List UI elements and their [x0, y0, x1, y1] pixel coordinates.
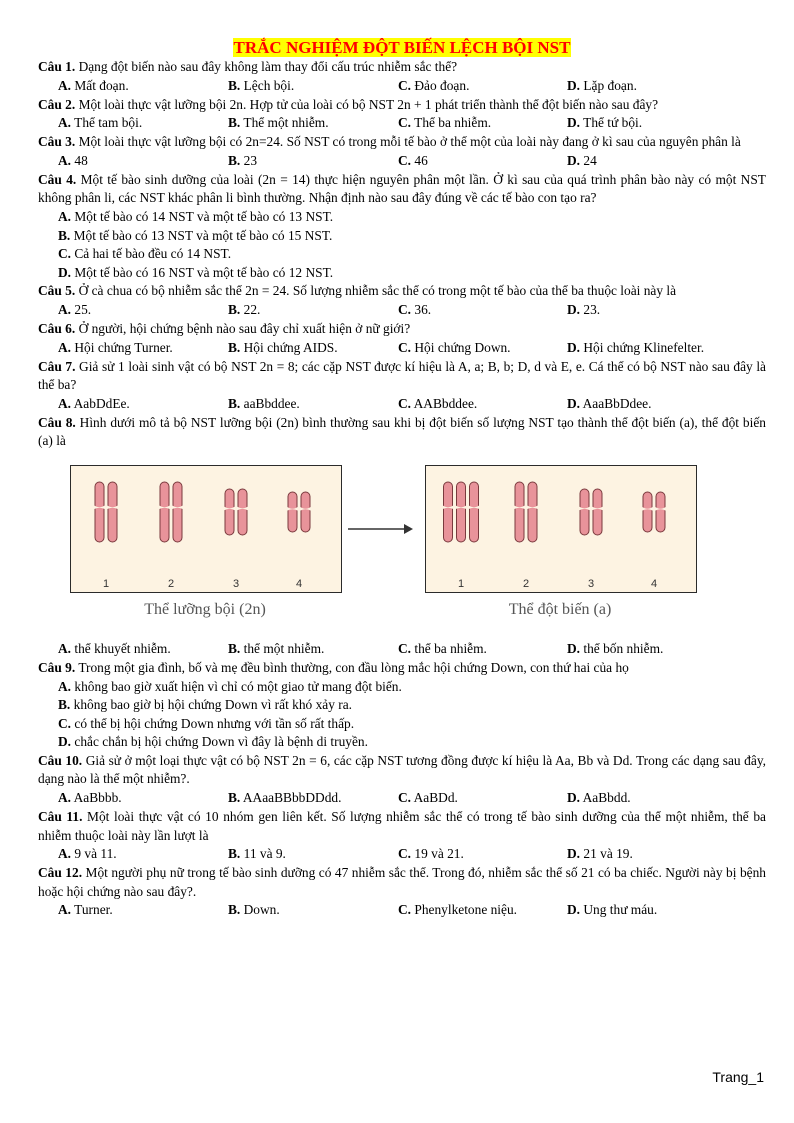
chromatid — [457, 482, 466, 542]
question-number: Câu 5. — [38, 283, 76, 299]
option-key: D. — [567, 902, 581, 918]
chromatid — [528, 482, 537, 542]
options-row — [58, 339, 766, 358]
chromatid — [470, 482, 479, 542]
question-text: Dạng đột biến nào sau đây không làm thay đổi cấu trúc nhiễm sắc thể? — [75, 59, 458, 74]
option-a — [58, 789, 122, 808]
chromosome — [443, 482, 454, 542]
option-d — [567, 77, 637, 96]
option-text: Hội chứng AIDS. — [240, 339, 338, 355]
option-key: B. — [228, 790, 241, 806]
option-text: Lệch bội. — [240, 77, 295, 93]
question-number: Câu 11. — [38, 809, 83, 825]
option-text: 22. — [240, 301, 261, 317]
option-b — [228, 152, 257, 171]
option-key: B. — [228, 846, 241, 862]
options-row — [58, 152, 766, 171]
option-key: C. — [398, 115, 412, 131]
option-key: C. — [398, 152, 412, 168]
option-text: AaaBbDdee. — [580, 395, 652, 411]
chromosome — [300, 492, 311, 532]
question-stem — [38, 414, 766, 451]
option-c — [58, 716, 354, 731]
question-stem — [38, 659, 766, 678]
options-row — [58, 114, 766, 133]
option-key: A. — [58, 208, 72, 224]
option-key: D. — [567, 790, 581, 806]
chromosome-pair-number: 3 — [588, 577, 595, 590]
option-key: A. — [58, 395, 72, 411]
option-text: AAaaBBbbDDdd. — [240, 790, 342, 806]
question-stem — [38, 320, 766, 339]
option-text: thể một nhiễm. — [240, 640, 325, 656]
chromatid — [515, 482, 524, 542]
option-text: Hội chứng Turner. — [71, 339, 173, 355]
chromosome — [287, 492, 298, 532]
chromosome-pair-number: 4 — [296, 577, 303, 590]
chromosome — [655, 492, 666, 532]
chromatid — [656, 492, 665, 532]
question-text: Giả sử ở một loại thực vật có bộ NST 2n = 6, các cặp NST tương đồng được kí hiệu là Aa, Bb và Dd. Trong các dạng sau đây, dạng nào là thể một nhiễm?. — [38, 752, 766, 787]
option-key: B. — [228, 395, 241, 411]
question-number: Câu 7. — [38, 358, 76, 374]
option-key: C. — [58, 246, 72, 262]
option-a — [58, 209, 333, 224]
option-text: Hội chứng Down. — [411, 339, 511, 355]
option-c — [398, 640, 487, 659]
worksheet — [38, 38, 766, 920]
question-stem — [38, 96, 766, 115]
option-d — [567, 339, 704, 358]
option-key: C. — [398, 77, 412, 93]
option-key: D. — [58, 734, 72, 750]
option-c — [398, 77, 469, 96]
question-text: Một tế bào sinh dưỡng của loài (2n = 14) thực hiện nguyên phân một lần. Ở kì sau của quá trình phân bào này có một NST không phân li, các NST khác phân li bình thường. Nhận định nào sau đây đúng về các tế bào con tạo ra? — [38, 171, 766, 206]
option-line — [58, 227, 766, 246]
chromatid — [580, 489, 589, 535]
chromatid — [173, 482, 182, 542]
option-b — [58, 228, 332, 243]
option-b — [228, 77, 294, 96]
option-key: D. — [567, 77, 581, 93]
option-a — [58, 395, 130, 414]
option-a — [58, 152, 88, 171]
option-d — [567, 845, 633, 864]
question-number: Câu 12. — [38, 865, 83, 881]
question-stem — [38, 808, 766, 845]
question-stem — [38, 358, 766, 395]
option-b — [58, 697, 352, 712]
option-key: C. — [398, 395, 412, 411]
question-stem — [38, 133, 766, 152]
option-text: 9 và 11. — [71, 846, 117, 862]
option-b — [228, 301, 260, 320]
option-key: B. — [228, 640, 241, 656]
chromatid — [593, 489, 602, 535]
option-text: thể ba nhiễm. — [411, 640, 487, 656]
option-text: 23. — [580, 301, 601, 317]
option-key: A. — [58, 115, 72, 131]
option-text: 48 — [71, 152, 88, 168]
chromosome — [237, 489, 248, 535]
option-key: B. — [228, 339, 241, 355]
page-title: TRẮC NGHIỆM ĐỘT BIẾN LỆCH BỘI NST — [233, 38, 571, 57]
option-text: Một tế bào có 13 NST và một tế bào có 15 NST. — [70, 227, 333, 243]
option-text: 21 và 19. — [580, 846, 633, 862]
option-c — [58, 246, 231, 261]
chromatid — [108, 482, 117, 542]
option-line — [58, 696, 766, 715]
option-key: A. — [58, 301, 72, 317]
question-text: Ở người, hội chứng bệnh nào sau đây chỉ xuất hiện ở nữ giới? — [75, 320, 411, 336]
page-number: Trang_1 — [712, 1069, 764, 1085]
option-text: Thể một nhiễm. — [240, 115, 329, 131]
chromosome — [224, 489, 235, 535]
chromosome-pair-number: 1 — [458, 577, 465, 590]
chromosome — [159, 482, 170, 542]
question-text: Giả sử 1 loài sinh vật có bộ NST 2n = 8; các cặp NST được kí hiệu là A, a; B, b; D, d và E, e. Cá thể có bộ NST nào sau đây là thể ba? — [38, 358, 766, 393]
question-text: Một loài thực vật lưỡng bội có 2n=24. Số NST có trong mỗi tế bào ở thể một của loài này đang ở kì sau của nguyên phân là — [75, 134, 741, 150]
question-number: Câu 3. — [38, 134, 76, 150]
chromatid — [238, 489, 247, 535]
option-text: 24 — [580, 152, 597, 168]
option-a — [58, 845, 117, 864]
chromosome-figure — [38, 455, 766, 640]
option-d — [567, 789, 631, 808]
chromatid — [643, 492, 652, 532]
option-line — [58, 715, 766, 734]
option-b — [228, 789, 341, 808]
option-d — [58, 734, 368, 749]
options-row — [58, 845, 766, 864]
option-text: 19 và 21. — [411, 846, 464, 862]
option-key: D. — [567, 115, 581, 131]
option-key: A. — [58, 678, 72, 694]
question-stem — [38, 752, 766, 789]
option-d — [567, 640, 663, 659]
option-a — [58, 640, 171, 659]
option-key: A. — [58, 339, 72, 355]
options-row — [58, 77, 766, 96]
chromosome-pair-number: 4 — [651, 577, 658, 590]
question-text: Một loài thực vật có 10 nhóm gen liên kết. Số lượng nhiễm sắc thể có trong tế bào sinh dưỡng của thể một nhiễm, thể ba nhiễm thuộc loài này lần lượt là — [38, 809, 766, 843]
option-line — [58, 245, 766, 264]
chromatid — [444, 482, 453, 542]
option-key: A. — [58, 640, 72, 656]
option-key: C. — [398, 640, 412, 656]
option-key: C. — [398, 301, 412, 317]
option-text: Một tế bào có 14 NST và một tế bào có 13 NST. — [71, 208, 334, 224]
option-a — [58, 77, 129, 96]
option-d — [567, 301, 600, 320]
option-text: Một tế bào có 16 NST và một tế bào có 12 NST. — [71, 264, 334, 280]
options-row — [58, 789, 766, 808]
question-text: Ở cà chua có bộ nhiễm sắc thể 2n = 24. Số lượng nhiễm sắc thể có trong một tế bào của thể ba thuộc loài này là — [75, 283, 677, 299]
option-text: 36. — [411, 301, 432, 317]
option-text: AaBbdd. — [580, 790, 631, 806]
option-key: D. — [567, 339, 581, 355]
option-key: B. — [228, 152, 241, 168]
chromosome — [527, 482, 538, 542]
option-text: 25. — [71, 301, 92, 317]
option-key: B. — [228, 301, 241, 317]
question-number: Câu 2. — [38, 96, 76, 112]
mutant-chromosomes — [426, 474, 696, 574]
chromosome — [469, 482, 480, 542]
option-a — [58, 679, 402, 694]
option-b — [228, 339, 338, 358]
option-text: thể bốn nhiễm. — [580, 640, 664, 656]
chromosome — [107, 482, 118, 542]
chromosome — [642, 492, 653, 532]
chromosome — [456, 482, 467, 542]
option-text: Phenylketone niệu. — [411, 902, 518, 918]
question-number: Câu 10. — [38, 752, 83, 768]
option-key: C. — [398, 902, 412, 918]
option-key: B. — [58, 697, 71, 713]
option-key: D. — [567, 395, 581, 411]
option-text: AabDdEe. — [71, 395, 130, 411]
option-text: aaBbddee. — [240, 395, 300, 411]
chromatid — [288, 492, 297, 532]
question-text: Trong một gia đình, bố và mẹ đều bình thường, con đầu lòng mắc hội chứng Down, con thứ hai của họ — [75, 659, 629, 675]
option-b — [228, 114, 329, 133]
option-d — [567, 395, 651, 414]
option-text: Turner. — [71, 902, 113, 918]
question-stem — [38, 864, 766, 901]
option-key: B. — [228, 115, 241, 131]
chromatid — [225, 489, 234, 535]
option-key: B. — [228, 77, 241, 93]
options-row — [58, 301, 766, 320]
options-row — [58, 395, 766, 414]
option-text: Thể ba nhiễm. — [411, 115, 492, 131]
chromosome — [172, 482, 183, 542]
option-text: AABbddee. — [411, 395, 478, 411]
question-text: Một loài thực vật lưỡng bội 2n. Hợp tử của loài có bộ NST 2n + 1 phát triển thành thể đột biến nào sau đây? — [75, 96, 659, 112]
chromosome — [94, 482, 105, 542]
option-text: 46 — [411, 152, 428, 168]
option-line — [58, 208, 766, 227]
option-text: Mất đoạn. — [71, 77, 129, 93]
option-d — [567, 114, 642, 133]
option-key: B. — [58, 227, 71, 243]
option-a — [58, 339, 173, 358]
option-line — [58, 733, 766, 752]
option-text: Cả hai tế bào đều có 14 NST. — [71, 246, 232, 262]
chromosome-pair-number: 2 — [168, 577, 175, 590]
chromosome-pair-number: 2 — [523, 577, 530, 590]
chromatid — [160, 482, 169, 542]
option-b — [228, 901, 280, 920]
diploid-chromosomes — [71, 474, 341, 574]
option-d — [58, 265, 333, 280]
option-text: không bao giờ xuất hiện vì chỉ có một giao tử mang đột biến. — [71, 678, 402, 694]
option-key: C. — [398, 339, 412, 355]
diploid-panel — [70, 465, 342, 593]
option-d — [567, 901, 657, 920]
chromosome-pair-number: 1 — [103, 577, 110, 590]
option-line — [58, 678, 766, 697]
option-key: D. — [567, 846, 581, 862]
options-row — [58, 901, 766, 920]
option-text: chắc chắn bị hội chứng Down vì đây là bệnh di truyền. — [71, 734, 368, 750]
option-key: A. — [58, 152, 72, 168]
option-key: C. — [58, 715, 72, 731]
option-key: C. — [398, 790, 412, 806]
mutant-caption: Thể đột biến (a) — [508, 600, 612, 618]
option-c — [398, 845, 464, 864]
option-text: Ung thư máu. — [580, 902, 658, 918]
option-key: D. — [567, 640, 581, 656]
diploid-caption: Thể lưỡng bội (2n) — [144, 600, 266, 618]
question-list — [38, 58, 766, 920]
option-b — [228, 395, 300, 414]
arrow-icon — [346, 519, 416, 539]
option-key: D. — [567, 152, 581, 168]
option-d — [567, 152, 597, 171]
option-c — [398, 789, 458, 808]
option-key: D. — [567, 301, 581, 317]
arrow-head — [404, 524, 413, 534]
question-number: Câu 1. — [38, 59, 76, 74]
question-number: Câu 8. — [38, 414, 76, 430]
option-text: không bao giờ bị hội chứng Down vì rất khó xảy ra. — [70, 697, 353, 713]
question-number: Câu 6. — [38, 320, 76, 336]
option-b — [228, 845, 286, 864]
option-key: A. — [58, 902, 72, 918]
option-c — [398, 301, 431, 320]
option-text: Đảo đoạn. — [411, 77, 470, 93]
option-line — [58, 264, 766, 283]
option-key: C. — [398, 846, 412, 862]
question-stem — [38, 282, 766, 301]
question-text: Hình dưới mô tả bộ NST lưỡng bội (2n) bình thường sau khi bị đột biến số lượng NST tạo thành thể đột biến (a), thể đột biến (a) là — [38, 414, 766, 449]
option-text: AaBDd. — [411, 790, 458, 806]
option-c — [398, 395, 477, 414]
question-number: Câu 4. — [38, 171, 77, 187]
option-a — [58, 901, 113, 920]
option-c — [398, 114, 491, 133]
option-text: Thể tam bội. — [71, 115, 143, 131]
option-text: 11 và 9. — [240, 846, 286, 862]
chromatid — [95, 482, 104, 542]
option-c — [398, 901, 517, 920]
mutant-panel — [425, 465, 697, 593]
option-b — [228, 640, 324, 659]
option-text: Hội chứng Klinefelter. — [580, 339, 705, 355]
option-text: AaBbbb. — [71, 790, 122, 806]
chromosome — [514, 482, 525, 542]
option-text: có thể bị hội chứng Down nhưng với tần số rất thấp. — [71, 715, 355, 731]
question-text: Một người phụ nữ trong tế bào sinh dưỡng có 47 nhiễm sắc thể. Trong đó, nhiễm sắc thể số 21 có ba chiếc. Người này bị bệnh hoặc hội chứng nào sau đây?. — [38, 865, 766, 899]
chromosome — [579, 489, 590, 535]
question-number: Câu 9. — [38, 659, 76, 675]
chromosome-pair-number: 3 — [233, 577, 240, 590]
chromosome — [592, 489, 603, 535]
option-text: 23 — [240, 152, 258, 168]
option-c — [398, 339, 511, 358]
option-text: thể khuyết nhiễm. — [71, 640, 171, 656]
option-c — [398, 152, 428, 171]
option-text: Thể tứ bội. — [580, 115, 643, 131]
chromatid — [301, 492, 310, 532]
question-stem — [38, 171, 766, 208]
option-key: A. — [58, 846, 72, 862]
option-a — [58, 301, 91, 320]
option-a — [58, 114, 142, 133]
option-text: Down. — [240, 902, 280, 918]
option-key: A. — [58, 77, 72, 93]
options-row — [58, 640, 766, 659]
option-key: D. — [58, 264, 72, 280]
option-text: Lặp đoạn. — [580, 77, 637, 93]
option-key: A. — [58, 790, 72, 806]
question-stem — [38, 58, 766, 77]
option-key: B. — [228, 902, 241, 918]
